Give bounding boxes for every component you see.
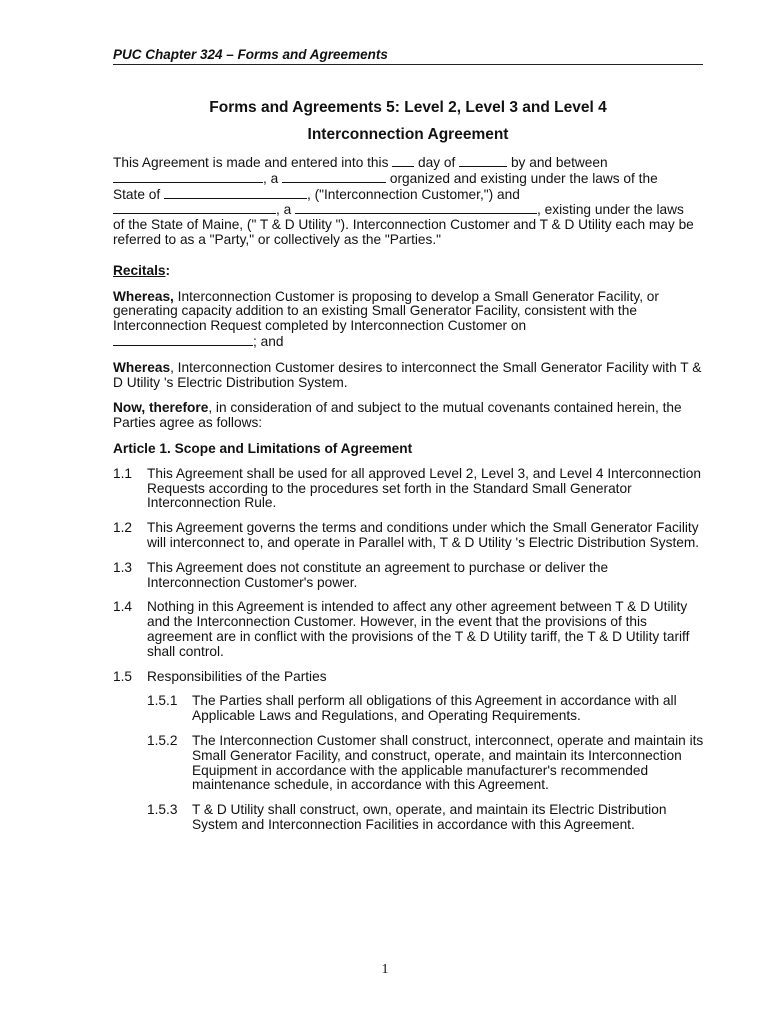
subitem-number: 1.5.3 [147, 802, 178, 818]
subitem-number: 1.5.2 [147, 732, 178, 748]
whereas-end: ; and [253, 333, 284, 349]
list-item [113, 561, 705, 591]
list-item [113, 521, 705, 551]
item-number: 1.5 [113, 668, 133, 684]
item-number: 1.3 [113, 559, 133, 575]
item-text: Nothing in this Agreement is intended to affect any other agreement between T & D Utility and the Interconnection Customer. However, in the event that the provisions of this agreement are in conflict with the provisions of the T & D Utility tariff, the T & D Utility tariff shall control. [147, 599, 690, 659]
whereas-paragraph-2 [113, 361, 705, 391]
whereas-label: Whereas [113, 359, 171, 375]
blank-line [459, 155, 507, 167]
intro-text: State of [113, 186, 164, 202]
now-therefore-paragraph [113, 401, 705, 431]
subitem-number: 1.5.1 [147, 693, 178, 709]
item-text: This Agreement does not constitute an agreement to purchase or deliver the Interconnection Customer's power. [147, 559, 609, 590]
intro-text: day of [414, 155, 460, 170]
sub-list-item [147, 734, 705, 793]
item-number: 1.1 [113, 465, 133, 481]
subitem-text: T & D Utility shall construct, own, operate, and maintain its Electric Distribution System and Interconnection Facilities in accordance with this Agreement. [192, 802, 667, 832]
recitals-label: Recitals [113, 262, 166, 278]
now-therefore-label: Now, therefore [113, 400, 209, 416]
blank-line [113, 202, 276, 214]
title-line-2: Interconnection Agreement [307, 126, 509, 143]
item-text: This Agreement shall be used for all approved Level 2, Level 3, and Level 4 Interconnection Requests according to the procedures set forth in the Standard Small Generator Interconnection Rule. [147, 465, 701, 511]
intro-paragraph [113, 155, 705, 248]
blank-line [282, 171, 386, 183]
blank-line [392, 155, 414, 167]
intro-text: of the State of Maine, (" T & D Utility "). Interconnection Customer and T & D Utility each may be referred to as a "Party," or collectively as the "Parties." [113, 217, 694, 247]
item-text: This Agreement governs the terms and conditions under which the Small Generator Facility will interconnect to, and operate in Parallel with, T & D Utility 's Electric Distribution System. [147, 520, 700, 550]
item-number: 1.4 [113, 599, 133, 615]
now-therefore-text: , in consideration of and subject to the mutual covenants contained herein, the Parties agree as follows: [113, 400, 682, 431]
sub-list-item [147, 803, 705, 833]
blank-line [113, 334, 253, 346]
list-item [113, 467, 705, 511]
blank-line [164, 187, 307, 199]
list-item [113, 600, 705, 659]
item-number: 1.2 [113, 520, 133, 536]
subitem-text: The Interconnection Customer shall construct, interconnect, operate and maintain its Small Generator Facility, and construct, operate, and maintain its Interconnection Equipment in accordance with the applicable manufacturer's recommended maintenance schedule, in accordance with this Agreement. [192, 732, 704, 793]
whereas-label: Whereas, [113, 288, 174, 304]
intro-text: , a [276, 202, 296, 218]
list-item [113, 670, 705, 685]
intro-text: by and between [507, 155, 608, 170]
whereas-text: , Interconnection Customer desires to interconnect the Small Generator Facility with T & D Utility 's Electric Distribution System. [113, 359, 702, 390]
title-line-1: Forms and Agreements 5: Level 2, Level 3 and Level 4 [209, 99, 607, 116]
recitals-heading [113, 264, 705, 279]
intro-text: , ("Interconnection Customer,") and [306, 186, 520, 202]
document-body [113, 155, 705, 843]
intro-text: , existing under the laws [537, 202, 684, 218]
sub-list-item [147, 694, 705, 724]
whereas-paragraph-1 [113, 290, 705, 350]
blank-line [295, 202, 537, 214]
page-header: PUC Chapter 324 – Forms and Agreements [113, 47, 703, 65]
blank-line [113, 171, 263, 183]
intro-text: organized and existing under the laws of the [386, 170, 658, 186]
item-text: Responsibilities of the Parties [147, 668, 327, 684]
whereas-text: Interconnection Customer is proposing to develop a Small Generator Facility, or generating capacity addition to an existing Small Generator Facility, consistent with the Interconnection Request completed by Interconnection Customer on [113, 288, 659, 334]
recitals-colon: : [165, 262, 171, 278]
intro-text: This Agreement is made and entered into this [113, 155, 393, 170]
subitem-text: The Parties shall perform all obligations of this Agreement in accordance with all Applicable Laws and Regulations, and Operating Requirements. [192, 693, 677, 724]
intro-text: , a [263, 170, 283, 186]
article-1-heading: Article 1. Scope and Limitations of Agreement [113, 440, 413, 456]
page-number: 1 [381, 962, 389, 977]
document-title [113, 94, 703, 148]
